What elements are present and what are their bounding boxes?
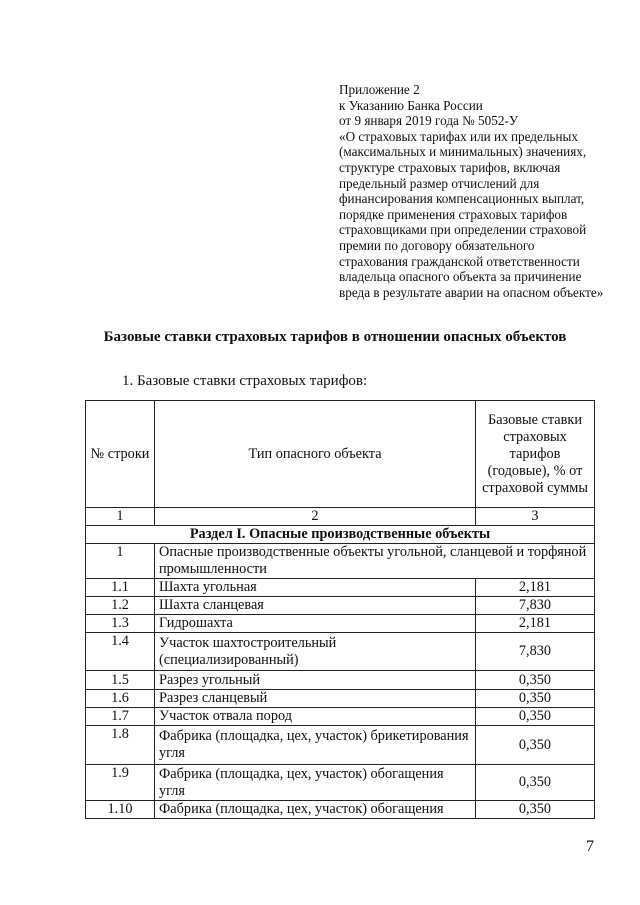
appendix-line: финансирования компенсационных выплат, bbox=[339, 191, 585, 207]
row-number: 1 bbox=[86, 544, 155, 579]
table-row bbox=[86, 579, 595, 597]
column-number-row bbox=[86, 508, 595, 526]
document-title: Базовые ставки страховых тарифов в отношении опасных объектов bbox=[103, 329, 567, 345]
row-object-type: Разрез сланцевый bbox=[155, 690, 476, 708]
table-row bbox=[86, 671, 595, 690]
appendix-line: страхования гражданской ответственности bbox=[339, 253, 580, 269]
appendix-line: владельца опасного объекта за причинение bbox=[339, 269, 582, 285]
row-object-type: Опасные производственные объекты угольной, сланцевой и торфяной промышленности bbox=[155, 544, 595, 579]
row-rate: 0,350 bbox=[476, 671, 595, 690]
row-number: 1.7 bbox=[86, 708, 155, 726]
intro-text: 1. Базовые ставки страховых тарифов: bbox=[122, 373, 368, 389]
row-rate: 2,181 bbox=[476, 579, 595, 597]
row-object-type: Фабрика (площадка, цех, участок) обогащения bbox=[155, 801, 476, 819]
header-object-type: Тип опасного объекта bbox=[155, 401, 476, 508]
column-number: 1 bbox=[86, 508, 155, 526]
appendix-line: (максимальных и минимальных) значениях, bbox=[339, 144, 587, 160]
section-row bbox=[86, 526, 595, 544]
row-number: 1.5 bbox=[86, 671, 155, 690]
appendix-line: премии по договору обязательного bbox=[339, 237, 535, 253]
row-rate: 0,350 bbox=[476, 765, 595, 801]
appendix-line: порядке применения страховых тарифов bbox=[339, 206, 568, 222]
row-number: 1.3 bbox=[86, 615, 155, 633]
header-base-rate: Базовые ставки страховых тарифов (годовые), % от страховой суммы bbox=[476, 401, 595, 508]
appendix-line: вреда в результате аварии на опасном объекте» bbox=[339, 284, 604, 300]
section-title: Раздел I. Опасные производственные объекты bbox=[86, 526, 595, 544]
row-rate: 0,350 bbox=[476, 726, 595, 765]
page-number: 7 bbox=[586, 838, 594, 855]
table-header-row bbox=[86, 401, 595, 508]
row-number: 1.8 bbox=[86, 726, 155, 765]
row-number: 1.1 bbox=[86, 579, 155, 597]
row-number: 1.4 bbox=[86, 633, 155, 671]
column-number: 2 bbox=[155, 508, 476, 526]
table-row bbox=[86, 690, 595, 708]
row-object-type: Шахта сланцевая bbox=[155, 597, 476, 615]
row-object-type: Фабрика (площадка, цех, участок) обогащения угля bbox=[155, 765, 476, 801]
row-rate: 7,830 bbox=[476, 597, 595, 615]
table-row bbox=[86, 633, 595, 671]
appendix-line: предельный размер отчислений для bbox=[339, 175, 540, 191]
row-object-type: Шахта угольная bbox=[155, 579, 476, 597]
table-row bbox=[86, 801, 595, 819]
row-number: 1.2 bbox=[86, 597, 155, 615]
row-object-type: Участок шахтостроительный (специализированный) bbox=[155, 633, 476, 671]
appendix-line: Приложение 2 bbox=[339, 82, 420, 97]
appendix-line: от 9 января 2019 года № 5052-У bbox=[339, 113, 519, 129]
column-number: 3 bbox=[476, 508, 595, 526]
row-rate: 0,350 bbox=[476, 801, 595, 819]
appendix-line: структуре страховых тарифов, включая bbox=[339, 159, 561, 175]
row-object-type: Участок отвала пород bbox=[155, 708, 476, 726]
table-row bbox=[86, 708, 595, 726]
appendix-line: к Указанию Банка России bbox=[339, 97, 483, 113]
table-row bbox=[86, 765, 595, 801]
appendix-header bbox=[339, 82, 603, 300]
row-object-type: Фабрика (площадка, цех, участок) брикетирования угля bbox=[155, 726, 476, 765]
table-row bbox=[86, 615, 595, 633]
row-number: 1.9 bbox=[86, 765, 155, 801]
row-number: 1.6 bbox=[86, 690, 155, 708]
row-object-type: Разрез угольный bbox=[155, 671, 476, 690]
row-object-type: Гидрошахта bbox=[155, 615, 476, 633]
appendix-line: «О страховых тарифах или их предельных bbox=[339, 128, 578, 144]
row-rate: 7,830 bbox=[476, 633, 595, 671]
table-row bbox=[86, 726, 595, 765]
table-row bbox=[86, 597, 595, 615]
header-row-number: № строки bbox=[86, 401, 155, 508]
table-row bbox=[86, 544, 595, 579]
row-rate: 2,181 bbox=[476, 615, 595, 633]
row-rate: 0,350 bbox=[476, 708, 595, 726]
row-rate: 0,350 bbox=[476, 690, 595, 708]
row-number: 1.10 bbox=[86, 801, 155, 819]
appendix-line: страховщиками при определении страховой bbox=[339, 222, 587, 238]
tariff-table bbox=[85, 400, 595, 819]
